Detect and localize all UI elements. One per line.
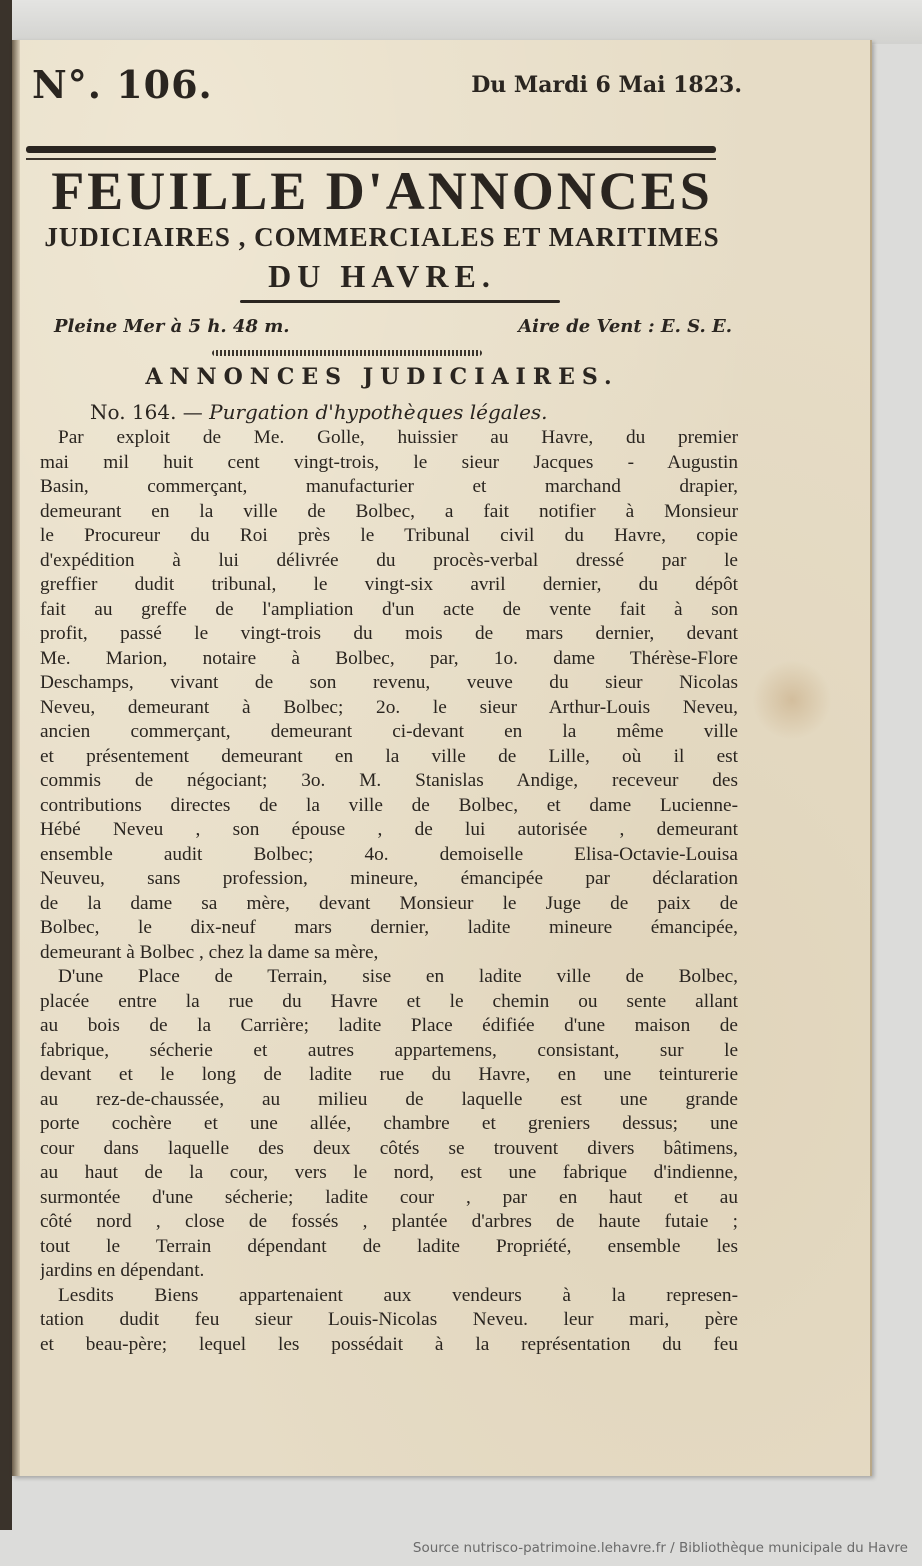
body-line: Deschamps, vivant de son revenu, veuve du sieur Nicolas — [40, 672, 738, 693]
scan-background — [0, 0, 922, 44]
section-title: ANNONCES JUDICIAIRES. — [145, 364, 619, 390]
body-line: Lesdits Biens appartenaient aux vendeurs à la represen- — [58, 1284, 738, 1306]
body-line: surmontée d'une sécherie; ladite cour , par en haut et au — [40, 1186, 738, 1208]
body-line: Basin, commerçant, manufacturier et marchand drapier, — [40, 476, 738, 497]
body-line: placée entre la rue du Havre et le chemin ou sente allant — [40, 990, 738, 1012]
wind-direction: Aire de Vent : E. S. E. — [518, 316, 732, 337]
body-line: Neuveu, sans profession, mineure, émancipée par déclaration — [40, 868, 738, 889]
body-line: au bois de la Carrière; ladite Place édifiée d'une maison de — [40, 1015, 738, 1036]
body-line: au rez-de-chaussée, au milieu de laquelle est une grande — [40, 1088, 738, 1110]
body-line: commis de négociant; 3o. M. Stanislas Andige, receveur des — [40, 770, 738, 791]
body-line: Hébé Neveu , son épouse , de lui autorisée , demeurant — [40, 819, 738, 840]
body-line: contributions directes de la ville de Bolbec, et dame Lucienne- — [40, 794, 738, 816]
issue-header — [22, 62, 742, 114]
body-line: Par exploit de Me. Golle, huissier au Havre, du premier — [58, 427, 738, 448]
body-line: demeurant en la ville de Bolbec, a fait notifier à Monsieur — [40, 500, 738, 522]
notice-number: No. 164. — — [90, 400, 203, 424]
ornamental-rule — [212, 350, 482, 356]
masthead-title: FEUILLE D'ANNONCES — [51, 161, 713, 221]
masthead-rule — [240, 300, 560, 303]
body-line: jardins en dépendant. — [40, 1260, 205, 1281]
body-line: devant et le long de ladite rue du Havre, en une teinturerie — [40, 1064, 738, 1085]
tide-row — [22, 316, 732, 346]
source-credit: Source nutrisco-patrimoine.lehavre.fr / Bibliothèque municipale du Havre — [412, 1540, 908, 1556]
body-line: porte cochère et une allée, chambre et greniers dessus; une — [40, 1113, 738, 1134]
body-line: Neveu, demeurant à Bolbec; 2o. le sieur Arthur-Louis Neveu, — [40, 696, 738, 718]
body-line: D'une Place de Terrain, sise en ladite ville de Bolbec, — [58, 966, 738, 987]
notice-heading — [90, 400, 548, 424]
body-line: d'expédition à lui délivrée du procès-verbal dressé par le — [40, 549, 738, 571]
body-line: et beau-père; lequel les possédait à la représentation du feu — [40, 1333, 738, 1355]
body-line: profit, passé le vingt-trois du mois de mars dernier, devant — [40, 623, 738, 644]
book-binding — [0, 0, 12, 1530]
body-line: demeurant à Bolbec , chez la dame sa mère, — [40, 941, 379, 963]
body-line: le Procureur du Roi près le Tribunal civil du Havre, copie — [40, 525, 738, 546]
notice-subject: Purgation d'hypothèques légales. — [209, 400, 548, 424]
body-line: et présentement demeurant en la ville de Lille, où il est — [40, 745, 738, 767]
body-line: tation dudit feu sieur Louis-Nicolas Neveu. leur mari, père — [40, 1309, 738, 1330]
body-line: côté nord , close de fossés , plantée d'arbres de haute futaie ; — [40, 1211, 738, 1232]
body-line: fabrique, sécherie et autres appartemens, consistant, sur le — [40, 1039, 738, 1061]
notice-body — [40, 426, 738, 1357]
issue-number: N°. 106. — [32, 62, 213, 107]
header-rule-thick — [26, 146, 716, 153]
body-line: au haut de la cour, vers le nord, est une fabrique d'indienne, — [40, 1162, 738, 1183]
issue-date: Du Mardi 6 Mai 1823. — [471, 72, 742, 98]
masthead-city: DU HAVRE. — [268, 258, 496, 294]
body-line: de la dame sa mère, devant Monsieur le Juge de paix de — [40, 892, 738, 914]
body-line: ensemble audit Bolbec; 4o. demoiselle Elisa-Octavie-Louisa — [40, 843, 738, 865]
body-line: cour dans laquelle des deux côtés se trouvent divers bâtimens, — [40, 1137, 738, 1159]
body-line: Bolbec, le dix-neuf mars dernier, ladite mineure émancipée, — [40, 917, 738, 938]
body-line: mai mil huit cent vingt-trois, le sieur Jacques - Augustin — [40, 451, 738, 473]
body-line: fait au greffe de l'ampliation d'un acte de vente fait à son — [40, 598, 738, 620]
high-tide: Pleine Mer à 5 h. 48 m. — [54, 316, 290, 337]
body-line: ancien commerçant, demeurant ci-devant en la même ville — [40, 721, 738, 742]
body-line: Me. Marion, notaire à Bolbec, par, 1o. dame Thérèse-Flore — [40, 647, 738, 669]
paper-stain — [752, 660, 832, 740]
body-line: tout le Terrain dépendant de ladite Propriété, ensemble les — [40, 1235, 738, 1257]
body-line: greffier dudit tribunal, le vingt-six avril dernier, du dépôt — [40, 574, 738, 595]
masthead-subtitle: JUDICIAIRES , COMMERCIALES ET MARITIMES — [44, 222, 720, 252]
